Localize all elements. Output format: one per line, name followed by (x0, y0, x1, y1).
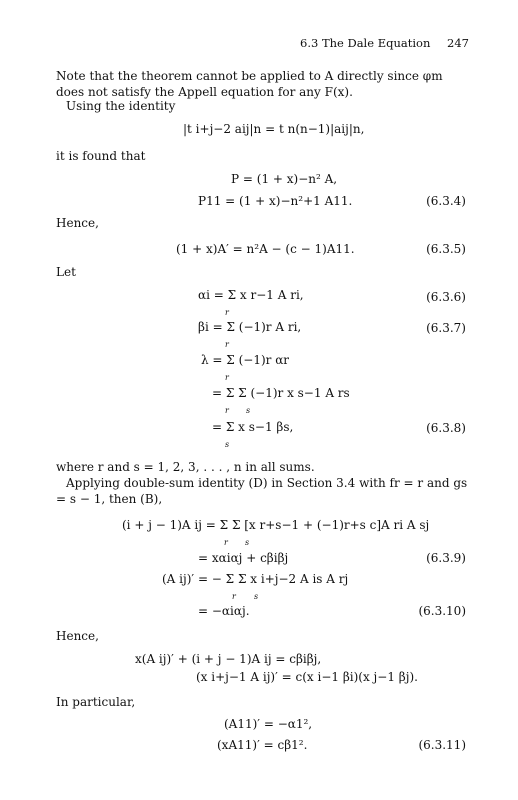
paragraph-found: it is found that (56, 149, 146, 163)
equation-x-power-Aij: (x i+j−1 A ij)′ = c(x i−1 βi)(x j−1 βj). (196, 670, 418, 684)
sum-index-s: s (246, 406, 251, 415)
equation-double-sum: (i + j − 1)A ij = Σ Σ [x r+s−1 + (−1)r+s c]A ri A sj (122, 518, 430, 532)
equation-number-6-3-4: (6.3.4) (426, 194, 466, 208)
running-header: 6.3 The Dale Equation (300, 36, 431, 50)
equation-number-6-3-7: (6.3.7) (426, 321, 466, 335)
equation-6-3-5: (1 + x)A′ = n²A − (c − 1)A11. (176, 242, 355, 256)
sum-index-s: s (225, 440, 230, 449)
paragraph-applying: Applying double-sum identity (D) in Section 3.4 with fr = r and gs = s − 1, then (B), (56, 476, 468, 506)
paragraph-hence-1: Hence, (56, 216, 99, 230)
equation-number-6-3-9: (6.3.9) (426, 551, 466, 565)
equation-P: P = (1 + x)−n² A, (231, 172, 338, 186)
equation-identity: |t i+j−2 aij|n = t n(n−1)|aij|n, (183, 122, 365, 136)
equation-number-6-3-5: (6.3.5) (426, 242, 466, 256)
sum-index-s: s (245, 538, 250, 547)
sum-index-r: r (225, 340, 229, 349)
paragraph-identity: Using the identity (66, 99, 176, 113)
equation-neg-alpha: = −αiαj. (198, 604, 250, 618)
sum-index-r: r (224, 538, 228, 547)
paragraph-let: Let (56, 265, 76, 279)
equation-lambda-double: = Σ Σ (−1)r x s−1 A rs (212, 386, 350, 400)
equation-number-6-3-6: (6.3.6) (426, 290, 466, 304)
sum-index-s: s (254, 592, 259, 601)
paragraph-1: Note that the theorem cannot be applied to A directly since φm does not satisfy the Appell equation for any F(x). (56, 69, 443, 99)
equation-xA11: (xA11)′ = cβ1². (217, 738, 308, 752)
equation-A11: (A11)′ = −α1², (224, 717, 313, 731)
equation-alpha-beta: = xαiαj + cβiβj (198, 551, 289, 565)
sum-index-r: r (232, 592, 236, 601)
equation-lambda: λ = Σ (−1)r αr (201, 353, 290, 367)
equation-number-6-3-10: (6.3.10) (418, 604, 466, 618)
equation-number-6-3-8: (6.3.8) (426, 421, 466, 435)
paragraph-where: where r and s = 1, 2, 3, . . . , n in all sums. (56, 460, 315, 474)
equation-number-6-3-11: (6.3.11) (418, 738, 466, 752)
sum-index-r: r (225, 406, 229, 415)
paragraph-particular: In particular, (56, 695, 136, 709)
equation-lambda-beta: = Σ x s−1 βs, (212, 420, 294, 434)
equation-beta: βi = Σ (−1)r A ri, (198, 320, 302, 334)
paragraph-hence-2: Hence, (56, 629, 99, 643)
page-number: 247 (447, 36, 469, 50)
sum-index-r: r (225, 373, 229, 382)
sum-index-r: r (225, 308, 229, 317)
equation-alpha: αi = Σ x r−1 A ri, (198, 288, 304, 302)
equation-Aij-derivative: (A ij)′ = − Σ Σ x i+j−2 A is A rj (162, 572, 349, 586)
equation-x-Aij: x(A ij)′ + (i + j − 1)A ij = cβiβj, (135, 652, 322, 666)
equation-P11: P11 = (1 + x)−n²+1 A11. (198, 194, 353, 208)
